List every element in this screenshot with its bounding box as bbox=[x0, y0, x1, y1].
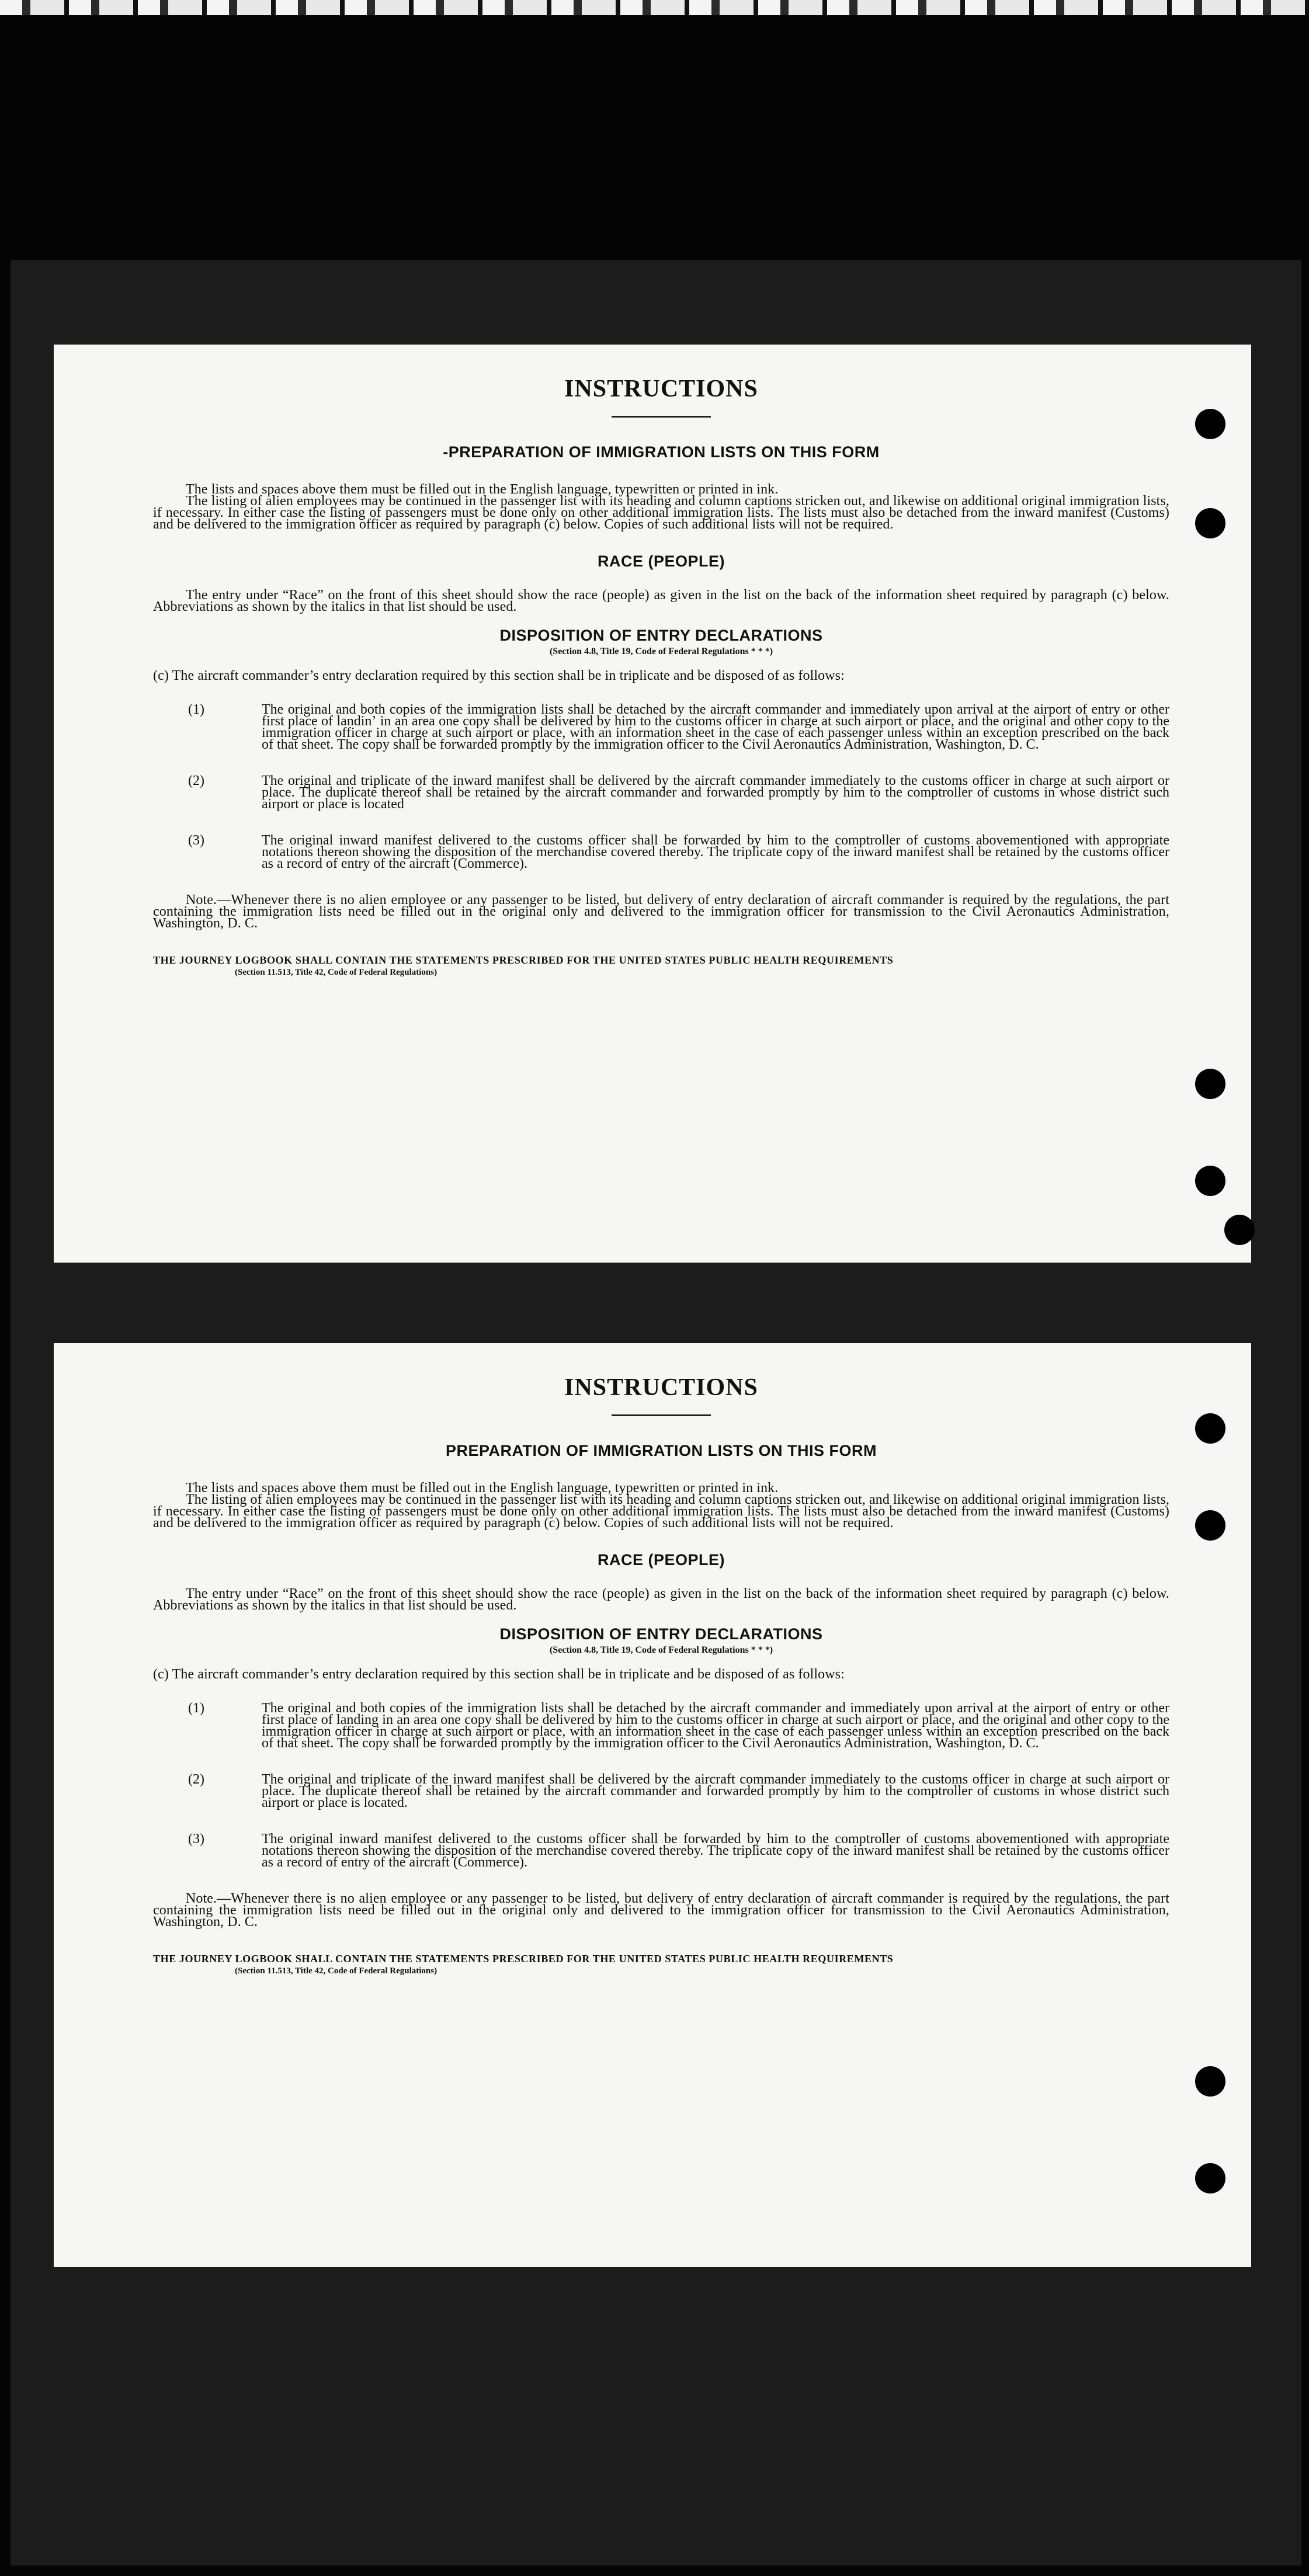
item-text: The original and triplicate of the inward manifest shall be delivered by the aircraft commander immediately to the customs officer in charge at such airport or place. The duplicate thereof shall be retained by the aircraft commander and forwarded promptly by him to the comptroller of customs in whose district such airport or place is located. bbox=[262, 1772, 1169, 1810]
section-heading-disposition: DISPOSITION OF ENTRY DECLARATIONS bbox=[499, 1625, 823, 1643]
list-item bbox=[188, 835, 1169, 870]
item-number: (3) bbox=[188, 833, 204, 848]
race-paragraph: The entry under “Race” on the front of this sheet should show the race (people) as given in the list on the back of the information sheet required by paragraph (c) below. Abbreviations as shown by the italics in that list should be used. bbox=[153, 1586, 1169, 1613]
punch-hole-icon bbox=[1195, 2163, 1225, 2193]
preparation-paragraph-2: The listing of alien employees may be continued in the passenger list with its heading and column captions stricken out, and likewise on additional original immigration lists, if necessary. In either case the listing of passengers must be done only on other additional immigration lists. The lists must also be detached from the inward manifest (Customs) and be delivered to the immigration officer as required by paragraph (c) below. Copies of such additional lists will not be required. bbox=[153, 1492, 1169, 1531]
punch-hole-icon bbox=[1224, 1215, 1255, 1245]
instruction-sheet-upper bbox=[54, 345, 1251, 1263]
film-edge bbox=[0, 0, 1309, 15]
disposition-intro: (c) The aircraft commander’s entry declaration required by this section shall be in triplicate and be disposed of as follows: bbox=[153, 668, 845, 683]
disposition-citation: (Section 4.8, Title 19, Code of Federal Regulations * * *) bbox=[549, 646, 773, 656]
journey-logbook-statement: THE JOURNEY LOGBOOK SHALL CONTAIN THE STATEMENTS PRESCRIBED FOR THE UNITED STATES PUBLIC HEALTH REQUIREMENTS bbox=[153, 1953, 894, 1965]
punch-hole-icon bbox=[1195, 1510, 1225, 1541]
item-text: The original inward manifest delivered to the customs officer shall be forwarded by him to the comptroller of customs abovementioned with appropriate notations thereon showing the disposition of the merchandise covered thereby. The triplicate copy of the inward manifest shall be retained by the customs officer as a record of entry of the aircraft (Commerce). bbox=[262, 833, 1169, 871]
punch-hole-icon bbox=[1195, 1069, 1225, 1099]
punch-hole-icon bbox=[1195, 508, 1225, 538]
item-number: (1) bbox=[188, 1701, 204, 1716]
section-heading-preparation: PREPARATION OF IMMIGRATION LISTS ON THIS FORM bbox=[446, 1442, 877, 1459]
disposition-intro: (c) The aircraft commander’s entry declaration required by this section shall be in triplicate and be disposed of as follows: bbox=[153, 1667, 845, 1682]
punch-hole-icon bbox=[1195, 1166, 1225, 1196]
item-text: The original and both copies of the immigration lists shall be detached by the aircraft commander and immediately upon arrival at the airport of entry or other first place of landing in an area one copy shall be delivered by him to the customs officer in charge at such airport or place, and the original and other copy to the immigration officer in charge at such airport or place, with an information sheet in the case of each passenger unless within an exception prescribed on the back of that sheet. The copy shall be forwarded promptly by the immigration officer to the Civil Aeronautics Administration, Washington, D. C. bbox=[262, 1701, 1169, 1751]
note-paragraph: Note.—Whenever there is no alien employee or any passenger to be listed, but delivery of entry declaration of aircraft commander is required by the regulations, the part containing the immigration lists need be filled out in the original only and delivered to the immigration officer for transmission to the Civil Aeronautics Administration, Washington, D. C. bbox=[153, 892, 1169, 931]
journey-citation: (Section 11.513, Title 42, Code of Federal Regulations) bbox=[235, 968, 438, 977]
item-number: (2) bbox=[188, 1772, 204, 1787]
list-item bbox=[188, 1774, 1169, 1809]
punch-hole-icon bbox=[1195, 2066, 1225, 2097]
list-item bbox=[188, 775, 1169, 810]
item-number: (2) bbox=[188, 773, 204, 788]
title-rule bbox=[612, 1414, 711, 1416]
item-number: (1) bbox=[188, 702, 204, 717]
preparation-paragraph-2: The listing of alien employees may be continued in the passenger list with its heading and column captions stricken out, and likewise on additional original immigration lists, if necessary. In either case the listing of passengers must be done only on other additional immigration lists. The lists must also be detached from the inward manifest (Customs) and be delivered to the immigration officer as required by paragraph (c) below. Copies of such additional lists will not be required. bbox=[153, 493, 1169, 532]
section-heading-race: RACE (PEOPLE) bbox=[597, 552, 725, 570]
punch-hole-icon bbox=[1195, 409, 1225, 439]
preparation-paragraph-1: The lists and spaces above them must be filled out in the English language, typewritten or printed in ink. bbox=[186, 482, 779, 497]
section-heading-race: RACE (PEOPLE) bbox=[597, 1551, 725, 1569]
item-text: The original inward manifest delivered to the customs officer shall be forwarded by him to the comptroller of customs abovementioned with appropriate notations thereon showing the disposition of the merchandise covered thereby. The triplicate copy of the inward manifest shall be retained by the customs officer as a record of entry of the aircraft (Commerce). bbox=[262, 1831, 1169, 1870]
item-text: The original and both copies of the immigration lists shall be detached by the aircraft commander and immediately upon arrival at the airport of entry or other first place of landinʼ in an area one copy shall be delivered by him to the customs officer in charge at such airport or place, and the original and other copy to the immigration officer in charge at such airport or place, with an information sheet in the case of each passenger unless within an exception prescribed on the back of that sheet. The copy shall be forwarded promptly by the immigration officer to the Civil Aeronautics Administration, Washington, D. C. bbox=[262, 702, 1169, 752]
disposition-citation: (Section 4.8, Title 19, Code of Federal Regulations * * *) bbox=[549, 1645, 773, 1655]
journey-citation: (Section 11.513, Title 42, Code of Federal Regulations) bbox=[235, 1966, 438, 1976]
page-title: INSTRUCTIONS bbox=[564, 1374, 758, 1401]
list-item bbox=[188, 1702, 1169, 1749]
list-item bbox=[188, 704, 1169, 750]
list-item bbox=[188, 1833, 1169, 1868]
section-heading-preparation: -PREPARATION OF IMMIGRATION LISTS ON THIS FORM bbox=[443, 443, 880, 461]
instruction-sheet-lower bbox=[54, 1343, 1251, 2267]
note-paragraph: Note.—Whenever there is no alien employee or any passenger to be listed, but delivery of entry declaration of aircraft commander is required by the regulations, the part containing the immigration lists need be filled out in the original only and delivered to the immigration officer for transmission to the Civil Aeronautics Administration, Washington, D. C. bbox=[153, 1891, 1169, 1930]
item-number: (3) bbox=[188, 1831, 204, 1847]
section-heading-disposition: DISPOSITION OF ENTRY DECLARATIONS bbox=[499, 627, 823, 644]
title-rule bbox=[612, 416, 711, 418]
item-text: The original and triplicate of the inward manifest shall be delivered by the aircraft commander immediately to the customs officer in charge at such airport or place. The duplicate thereof shall be retained by the aircraft commander and forwarded promptly by him to the comptroller of customs in whose district such airport or place is located bbox=[262, 773, 1169, 812]
race-paragraph: The entry under “Race” on the front of this sheet should show the race (people) as given in the list on the back of the information sheet required by paragraph (c) below. Abbreviations as shown by the italics in that list should be used. bbox=[153, 587, 1169, 614]
page-title: INSTRUCTIONS bbox=[564, 376, 758, 402]
punch-hole-icon bbox=[1195, 1413, 1225, 1444]
preparation-paragraph-1: The lists and spaces above them must be filled out in the English language, typewritten or printed in ink. bbox=[186, 1480, 779, 1496]
journey-logbook-statement: THE JOURNEY LOGBOOK SHALL CONTAIN THE STATEMENTS PRESCRIBED FOR THE UNITED STATES PUBLIC HEALTH REQUIREMENTS bbox=[153, 954, 894, 966]
